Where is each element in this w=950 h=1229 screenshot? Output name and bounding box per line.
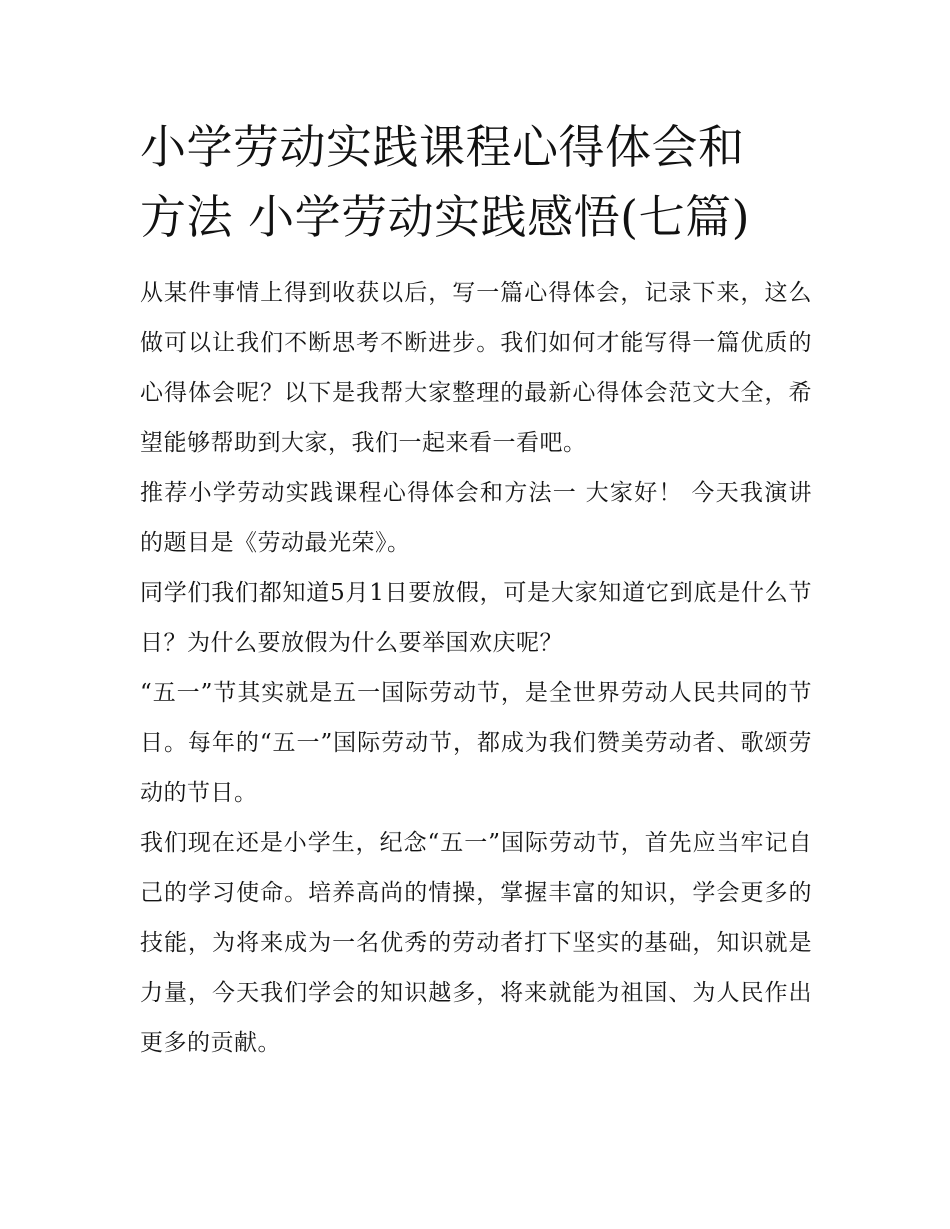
paragraph-question: 同学们我们都知道5月1日要放假，可是大家知道它到底是什么节日？为什么要放假为什么要举国欢庆呢？ [140, 580, 812, 656]
document-body [140, 268, 812, 1068]
document-content [140, 112, 812, 1068]
paragraph-students: 我们现在还是小学生，纪念“五一”国际劳动节，首先应当牢记自己的学习使命。培养高尚的情操，掌握丰富的知识，学会更多的技能，为将来成为一名优秀的劳动者打下坚实的基础，知识就是力量，今天我们学会的知识越多，将来就能为祖国、为人民作出更多的贡献。 [140, 830, 812, 1056]
paragraph-may-day: “五一”节其实就是五一国际劳动节，是全世界劳动人民共同的节日。每年的“五一”国际劳动节，都成为我们赞美劳动者、歌颂劳动的节日。 [140, 680, 812, 806]
paragraph-recommend: 推荐小学劳动实践课程心得体会和方法一 大家好！ 今天我演讲的题目是《劳动最光荣》。 [140, 480, 812, 556]
title-line-1: 小学劳动实践课程心得体会和 [140, 120, 745, 174]
paragraph-intro: 从某件事情上得到收获以后，写一篇心得体会，记录下来，这么做可以让我们不断思考不断进步。我们如何才能写得一篇优质的心得体会呢？以下是我帮大家整理的最新心得体会范文大全，希望能够帮助到大家，我们一起来看一看吧。 [140, 280, 812, 456]
document-title [140, 112, 812, 252]
title-line-2: 方法 小学劳动实践感悟(七篇) [140, 190, 751, 244]
